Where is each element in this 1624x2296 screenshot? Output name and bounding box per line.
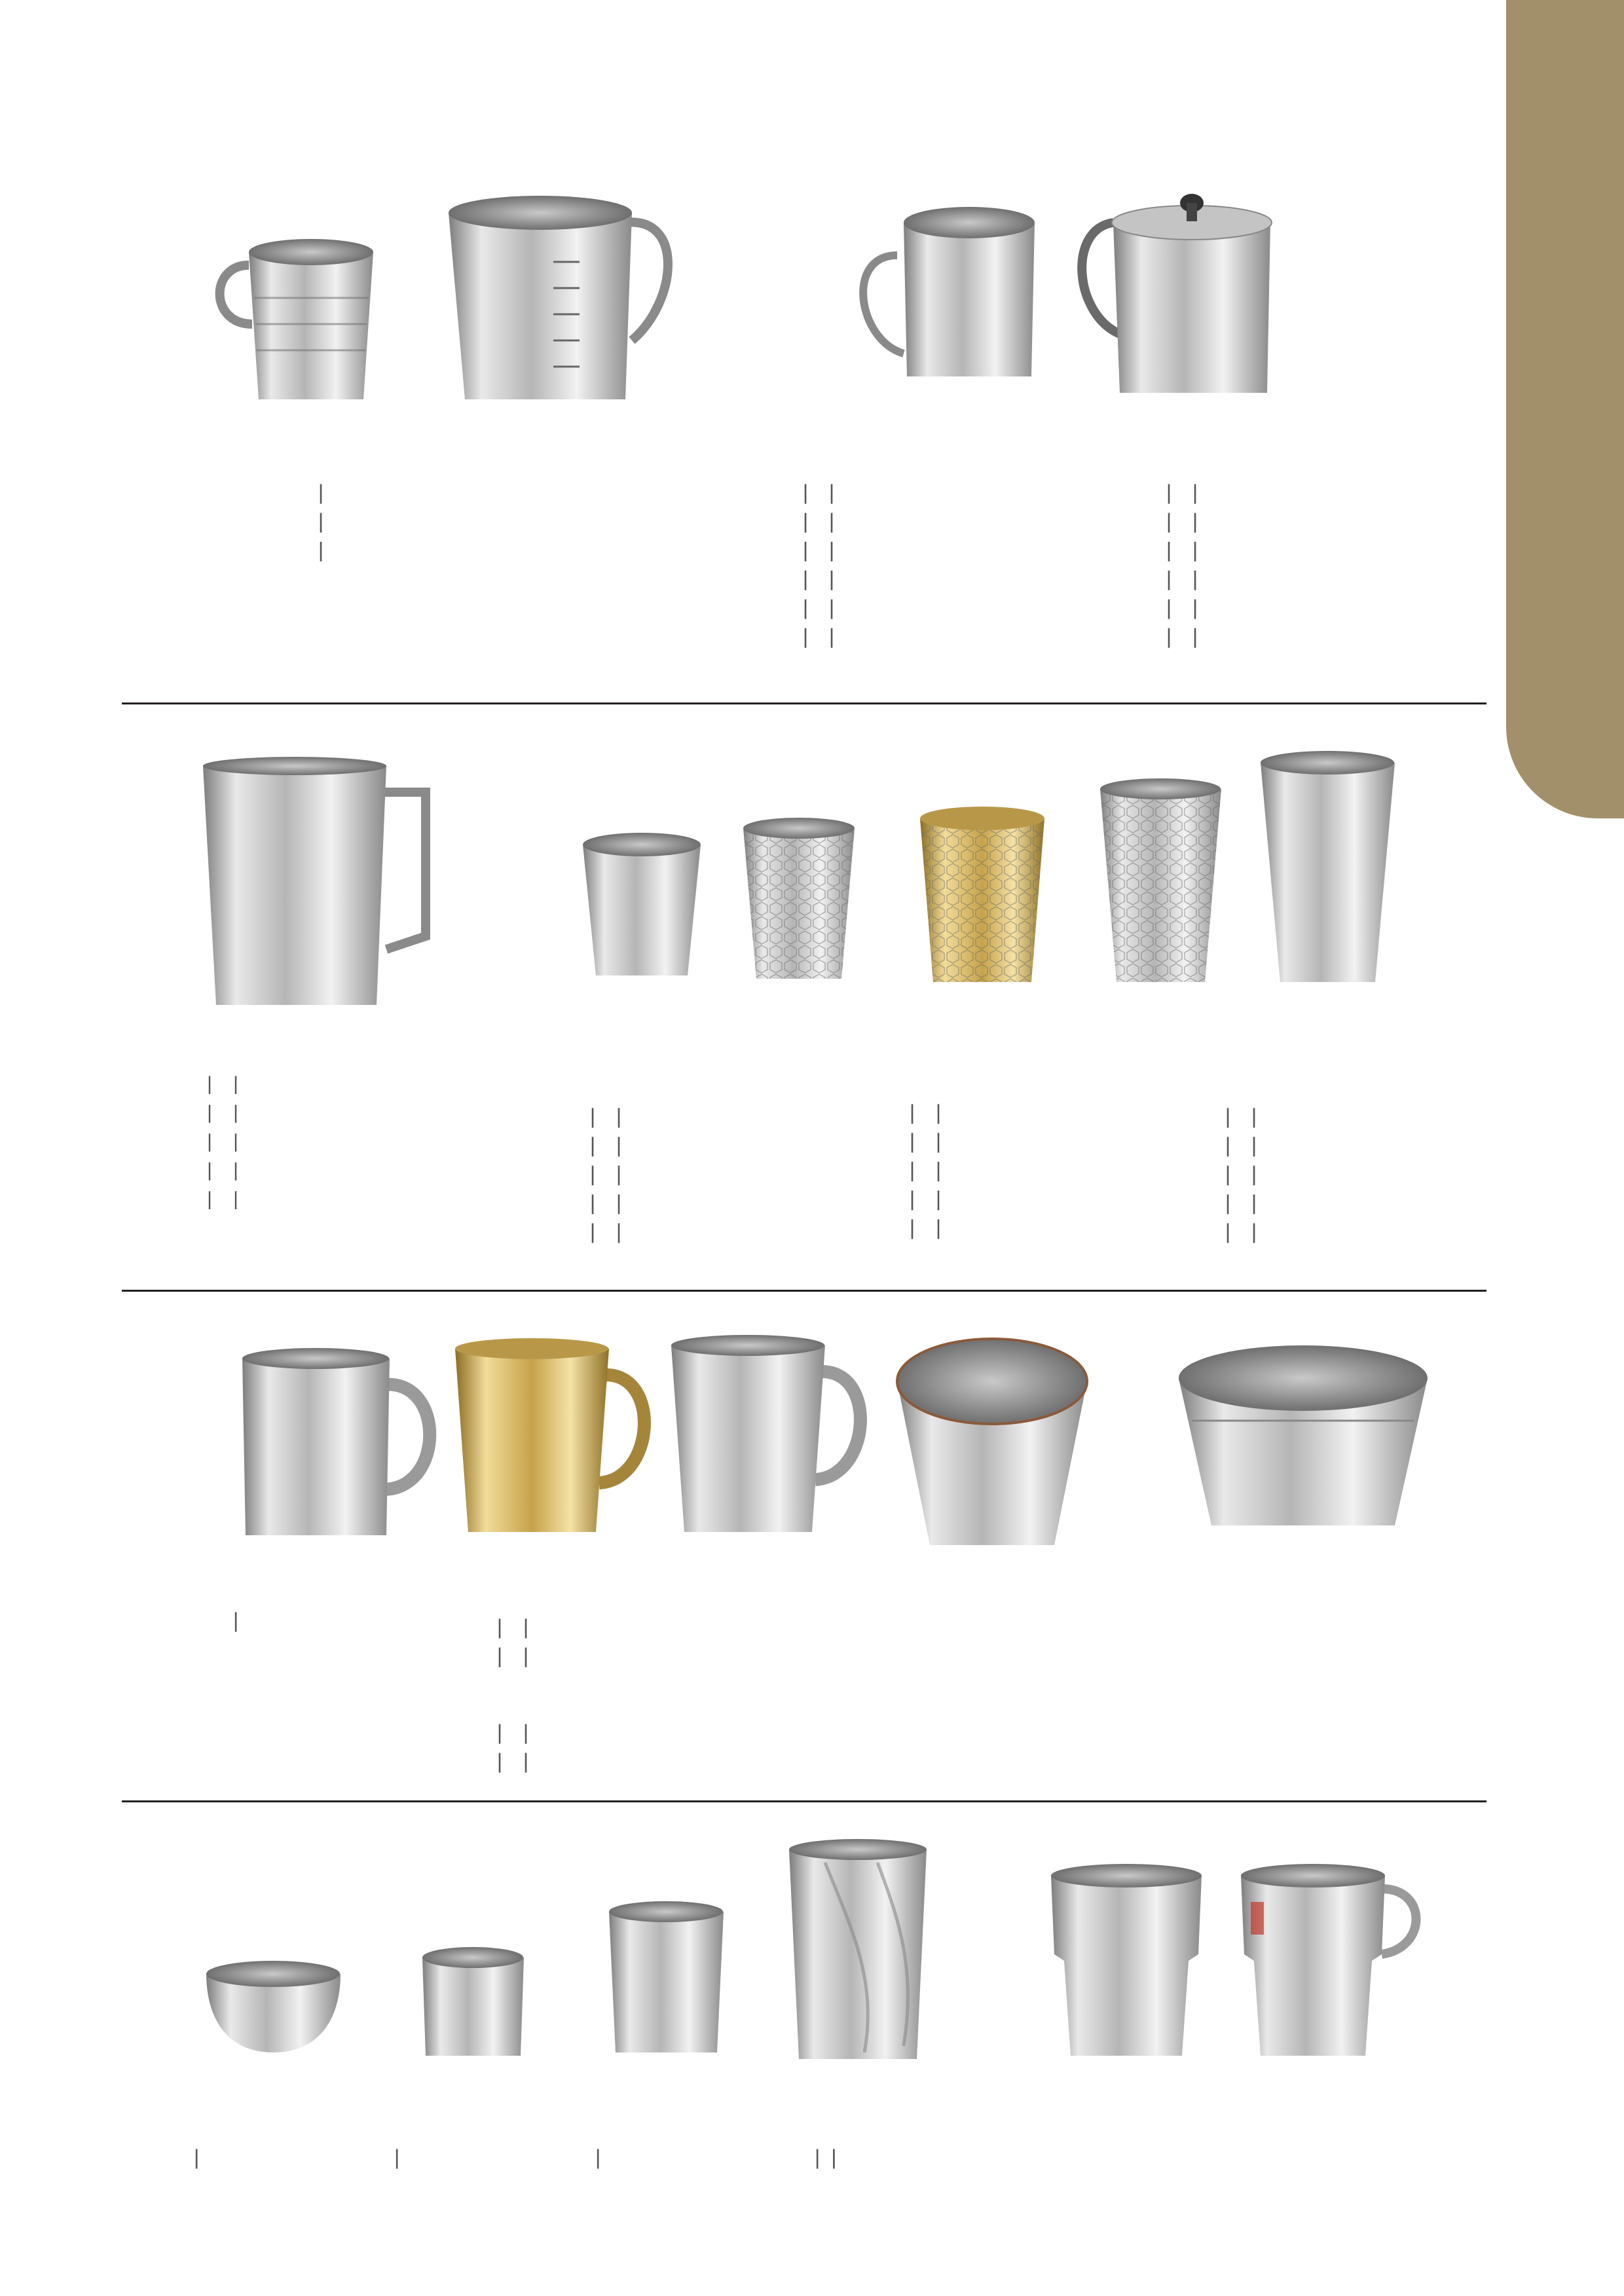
mouth-cup-image xyxy=(845,203,1048,380)
spec-value xyxy=(841,536,848,564)
separator: | xyxy=(828,509,835,533)
separator: | xyxy=(616,1191,622,1214)
separator: | xyxy=(1251,1220,1257,1243)
spec-value xyxy=(815,507,822,536)
spec-value xyxy=(629,1102,635,1131)
separator: | xyxy=(802,481,809,504)
separator: | xyxy=(802,509,809,533)
category-tab xyxy=(1506,0,1624,818)
spec-value xyxy=(922,1213,929,1242)
spec-value xyxy=(219,1185,226,1214)
diamond-cup-gold-image xyxy=(917,805,1048,985)
product-code xyxy=(483,1613,490,1641)
spec-row xyxy=(193,1185,252,1214)
divider xyxy=(122,1800,1486,1802)
separator: | xyxy=(1166,596,1172,619)
product-code xyxy=(789,507,796,536)
spec-value xyxy=(948,1098,955,1127)
separator: | xyxy=(935,1216,942,1239)
product-code xyxy=(1211,1102,1218,1131)
spec-value xyxy=(331,478,337,507)
spec-value xyxy=(948,1184,955,1213)
spec-line: | xyxy=(595,2145,601,2169)
separator: | xyxy=(909,1101,915,1124)
diamond-cup-silver-image xyxy=(740,815,858,982)
spec-row xyxy=(789,593,848,622)
spec-row xyxy=(1211,1188,1270,1217)
spec-line: | | xyxy=(815,2145,837,2169)
mouth-cup-lid-image xyxy=(1061,183,1277,399)
spec-value xyxy=(1238,1188,1244,1217)
spec-row xyxy=(896,1184,955,1213)
separator: | xyxy=(1166,625,1172,648)
separator: | xyxy=(616,1162,622,1186)
spec-value xyxy=(602,1217,609,1246)
spec-value xyxy=(602,1188,609,1217)
separator: | xyxy=(496,1615,503,1639)
spec-row xyxy=(789,564,848,593)
separator: | xyxy=(828,538,835,562)
separator: | xyxy=(1251,1133,1257,1157)
separator: | xyxy=(1192,596,1198,619)
spec-value xyxy=(841,564,848,593)
spec-value xyxy=(1205,507,1211,536)
spec-value xyxy=(841,478,848,507)
separator: | xyxy=(1192,567,1198,591)
separator: | xyxy=(523,1644,529,1667)
plain-double-cup-image xyxy=(1257,750,1398,985)
spec-row xyxy=(304,507,337,536)
spec-value xyxy=(1179,564,1185,593)
spec-value xyxy=(246,1127,252,1156)
spec-value xyxy=(331,507,337,536)
spec-value xyxy=(815,564,822,593)
separator: | xyxy=(233,1131,238,1152)
product-code xyxy=(789,593,796,622)
spec-value xyxy=(536,1641,542,1670)
separator: | xyxy=(1192,509,1198,533)
separator: | xyxy=(233,1073,238,1095)
spec-value xyxy=(219,1127,226,1156)
product-code xyxy=(896,1127,902,1156)
spec-table xyxy=(1211,1102,1270,1246)
product-code xyxy=(576,1188,583,1217)
product-code xyxy=(483,1641,490,1670)
product-code xyxy=(304,536,311,564)
spec-value xyxy=(1205,564,1211,593)
spec-value xyxy=(509,1641,516,1670)
product-code xyxy=(789,478,796,507)
spec-row xyxy=(1153,593,1211,622)
separator: | xyxy=(909,1216,915,1239)
spec-value xyxy=(922,1127,929,1156)
spec-row xyxy=(483,1718,542,1747)
spec-row xyxy=(304,536,337,564)
product-code xyxy=(576,1217,583,1246)
separator: | xyxy=(1192,481,1198,504)
product-code xyxy=(304,478,311,507)
spec-row xyxy=(1211,1217,1270,1246)
spec-row xyxy=(1211,1159,1270,1188)
product-code xyxy=(1153,564,1159,593)
separator: | xyxy=(1225,1162,1231,1186)
separator: | xyxy=(616,1220,622,1243)
spec-row xyxy=(1211,1131,1270,1159)
spec-value xyxy=(1264,1217,1270,1246)
separator: | xyxy=(207,1159,212,1181)
separator: | xyxy=(1251,1162,1257,1186)
small-round-cup-b-image xyxy=(419,1944,527,2059)
separator: | xyxy=(589,1191,596,1214)
separator: | xyxy=(1192,538,1198,562)
diamond-cup-small-image xyxy=(580,831,704,979)
spec-value xyxy=(1179,507,1185,536)
mug-slant-gold-image xyxy=(452,1336,655,1535)
spec-value xyxy=(922,1184,929,1213)
spec-table xyxy=(193,1070,252,1214)
spec-row xyxy=(576,1131,635,1159)
separator: | xyxy=(233,1159,238,1181)
product-code xyxy=(1153,593,1159,622)
spec-value xyxy=(219,1156,226,1185)
separator: | xyxy=(909,1158,915,1182)
spec-value xyxy=(922,1156,929,1184)
separator: | xyxy=(523,1749,529,1773)
product-code xyxy=(193,1099,200,1127)
korean-cup-handle-image xyxy=(1238,1863,1434,2059)
product-code xyxy=(1211,1159,1218,1188)
separator: | xyxy=(802,625,809,648)
spec-row xyxy=(193,1127,252,1156)
separator: | xyxy=(589,1162,596,1186)
spec-value xyxy=(629,1159,635,1188)
separator: | xyxy=(1251,1191,1257,1214)
spec-table xyxy=(483,1613,542,1670)
product-code xyxy=(483,1747,490,1776)
spec-row xyxy=(483,1747,542,1776)
spec-value xyxy=(815,478,822,507)
spec-value xyxy=(331,536,337,564)
spec-value xyxy=(841,622,848,651)
spec-row xyxy=(1153,536,1211,564)
spec-value xyxy=(841,593,848,622)
spec-value xyxy=(1264,1188,1270,1217)
spec-value xyxy=(1264,1131,1270,1159)
separator: | xyxy=(523,1615,529,1639)
spec-row xyxy=(1153,478,1211,507)
separator: | xyxy=(1225,1133,1231,1157)
spec-row xyxy=(896,1098,955,1127)
spec-value xyxy=(602,1102,609,1131)
separator: | xyxy=(207,1073,212,1095)
spec-value xyxy=(948,1213,955,1242)
spec-row xyxy=(789,536,848,564)
separator: | xyxy=(207,1102,212,1123)
spec-row xyxy=(193,1070,252,1099)
measuring-cup-large-image xyxy=(435,190,691,406)
spec-value xyxy=(1205,478,1211,507)
spec-row xyxy=(483,1641,542,1670)
separator: | xyxy=(828,596,835,619)
product-code xyxy=(789,564,796,593)
spec-row xyxy=(193,1156,252,1185)
separator: | xyxy=(523,1721,529,1744)
separator: | xyxy=(1225,1104,1231,1128)
measuring-cup-small-image xyxy=(203,226,399,403)
spec-row xyxy=(1153,622,1211,651)
spec-value xyxy=(1264,1159,1270,1188)
spec-row xyxy=(576,1188,635,1217)
separator: | xyxy=(1166,481,1172,504)
spec-line: | xyxy=(233,1609,239,1632)
separator: | xyxy=(1225,1220,1231,1243)
spec-value xyxy=(841,507,848,536)
spec-value xyxy=(1238,1131,1244,1159)
spec-row xyxy=(1153,564,1211,593)
product-code xyxy=(576,1102,583,1131)
separator: | xyxy=(828,567,835,591)
spec-row xyxy=(576,1217,635,1246)
spec-value xyxy=(1264,1102,1270,1131)
separator: | xyxy=(802,538,809,562)
separator: | xyxy=(1166,567,1172,591)
separator: | xyxy=(802,567,809,591)
product-code xyxy=(896,1184,902,1213)
spec-table xyxy=(896,1098,955,1242)
product-code xyxy=(1211,1131,1218,1159)
spec-value xyxy=(246,1156,252,1185)
spec-value xyxy=(246,1185,252,1214)
small-round-cup-a-image xyxy=(203,1958,344,2056)
spec-row xyxy=(576,1102,635,1131)
separator: | xyxy=(909,1129,915,1153)
product-code xyxy=(193,1156,200,1185)
spec-value xyxy=(815,593,822,622)
rib-cup-image xyxy=(1172,1342,1434,1529)
round-cup-image xyxy=(606,1899,727,2056)
separator: | xyxy=(496,1721,503,1744)
spec-row xyxy=(789,622,848,651)
separator: | xyxy=(616,1133,622,1157)
spec-value xyxy=(509,1747,516,1776)
product-code xyxy=(483,1718,490,1747)
spec-value xyxy=(629,1217,635,1246)
spec-value xyxy=(1205,593,1211,622)
spec-value xyxy=(629,1131,635,1159)
separator: | xyxy=(207,1131,212,1152)
divider xyxy=(122,1290,1486,1292)
spec-table xyxy=(304,478,337,564)
separator: | xyxy=(318,538,324,562)
mug-slant-silver-image xyxy=(668,1332,871,1535)
spec-value xyxy=(1238,1159,1244,1188)
spec-row xyxy=(304,478,337,507)
separator: | xyxy=(1166,509,1172,533)
product-code xyxy=(896,1156,902,1184)
spec-row xyxy=(789,478,848,507)
product-code xyxy=(789,536,796,564)
spec-value xyxy=(1179,478,1185,507)
separator: | xyxy=(589,1220,596,1243)
product-code xyxy=(193,1070,200,1099)
spec-value xyxy=(219,1070,226,1099)
product-code xyxy=(576,1131,583,1159)
spec-line: | xyxy=(394,2145,400,2169)
spec-value xyxy=(815,622,822,651)
korean-cup-no-handle-image xyxy=(1048,1863,1205,2059)
product-code xyxy=(1211,1188,1218,1217)
spec-value xyxy=(246,1099,252,1127)
separator: | xyxy=(935,1158,942,1182)
product-code xyxy=(576,1159,583,1188)
spec-value xyxy=(602,1159,609,1188)
spec-value xyxy=(922,1098,929,1127)
separator: | xyxy=(1192,625,1198,648)
separator: | xyxy=(1225,1191,1231,1214)
spec-value xyxy=(1179,622,1185,651)
spec-row xyxy=(1211,1102,1270,1131)
separator: | xyxy=(828,481,835,504)
spec-value xyxy=(1179,593,1185,622)
spec-row xyxy=(193,1099,252,1127)
separator: | xyxy=(935,1129,942,1153)
spec-table xyxy=(789,478,848,651)
measuring-pitcher-image xyxy=(190,753,439,1008)
product-code xyxy=(193,1185,200,1214)
spec-value xyxy=(219,1099,226,1127)
spec-value xyxy=(1205,536,1211,564)
separator: | xyxy=(935,1101,942,1124)
spec-row xyxy=(896,1127,955,1156)
separator: | xyxy=(909,1187,915,1211)
separator: | xyxy=(318,509,324,533)
separator: | xyxy=(935,1187,942,1211)
product-code xyxy=(193,1127,200,1156)
product-code xyxy=(896,1213,902,1242)
product-code xyxy=(896,1098,902,1127)
mug-straight-image xyxy=(236,1345,445,1539)
spec-value xyxy=(536,1747,542,1776)
rice-cake-cup-image xyxy=(891,1336,1094,1548)
spec-value xyxy=(1179,536,1185,564)
spec-value xyxy=(602,1131,609,1159)
spec-value xyxy=(509,1613,516,1641)
spec-row xyxy=(1153,507,1211,536)
separator: | xyxy=(496,1644,503,1667)
spec-value xyxy=(948,1156,955,1184)
product-code xyxy=(1153,622,1159,651)
spec-value xyxy=(509,1718,516,1747)
spec-table xyxy=(576,1102,635,1246)
separator: | xyxy=(233,1188,238,1210)
spec-row xyxy=(789,507,848,536)
separator: | xyxy=(1251,1104,1257,1128)
diamond-cup-tall-image xyxy=(1097,776,1225,985)
product-code xyxy=(1153,478,1159,507)
separator: | xyxy=(233,1102,238,1123)
spiral-cup-image xyxy=(786,1836,930,2062)
spec-row xyxy=(576,1159,635,1188)
spec-value xyxy=(536,1718,542,1747)
separator: | xyxy=(828,625,835,648)
separator: | xyxy=(589,1133,596,1157)
spec-value xyxy=(1238,1217,1244,1246)
separator: | xyxy=(496,1749,503,1773)
separator: | xyxy=(802,596,809,619)
spec-value xyxy=(1205,622,1211,651)
spec-row xyxy=(483,1613,542,1641)
product-code xyxy=(304,507,311,536)
divider xyxy=(122,702,1486,704)
product-code xyxy=(1153,536,1159,564)
spec-value xyxy=(815,536,822,564)
product-code xyxy=(1153,507,1159,536)
spec-value xyxy=(948,1127,955,1156)
product-code xyxy=(1211,1217,1218,1246)
spec-table xyxy=(1153,478,1211,651)
spec-value xyxy=(629,1188,635,1217)
separator: | xyxy=(616,1104,622,1128)
spec-value xyxy=(1238,1102,1244,1131)
spec-value xyxy=(246,1070,252,1099)
spec-value xyxy=(536,1613,542,1641)
product-code xyxy=(789,622,796,651)
separator: | xyxy=(207,1188,212,1210)
spec-line: | xyxy=(194,2145,200,2169)
separator: | xyxy=(318,481,324,504)
spec-row xyxy=(896,1156,955,1184)
spec-row xyxy=(896,1213,955,1242)
separator: | xyxy=(1166,538,1172,562)
spec-table xyxy=(483,1718,542,1776)
separator: | xyxy=(589,1104,596,1128)
